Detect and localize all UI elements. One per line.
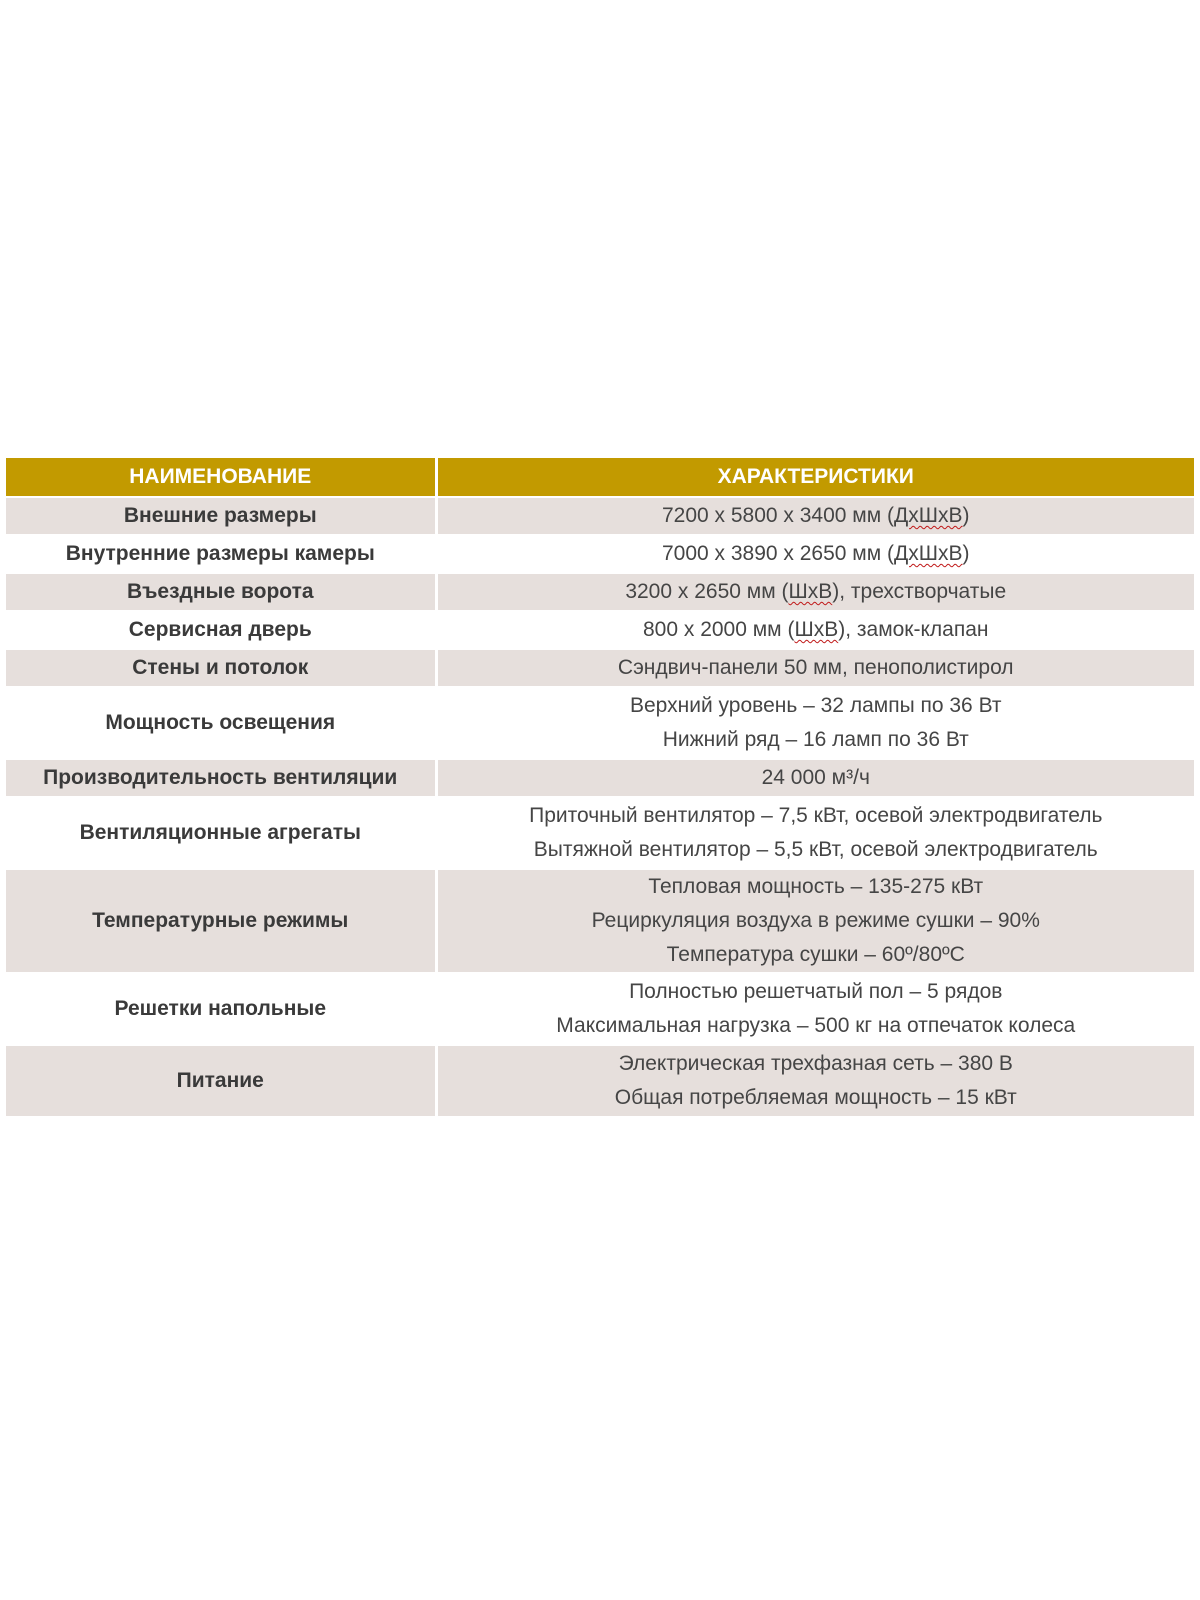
table-row: [6, 573, 1194, 611]
table-row: [6, 497, 1194, 535]
value-text: 24 000 м³/ч: [761, 766, 870, 789]
header-name: НАИМЕНОВАНИЕ: [6, 458, 436, 497]
value-text: 7000 х 3890 х 2650 мм (: [661, 542, 895, 565]
value-text: ), трехстворчатые: [832, 580, 1007, 603]
value-text-spellchecked: ДхШхВ: [894, 542, 963, 565]
value-line: Электрическая трехфазная сеть – 380 В: [618, 1052, 1013, 1075]
table-row: [6, 687, 1194, 759]
value-line: Общая потребляемая мощность – 15 кВт: [614, 1086, 1017, 1109]
value-line: Приточный вентилятор – 7,5 кВт, осевой электродвигатель: [529, 804, 1103, 827]
row-name: Внутренние размеры камеры: [6, 535, 436, 573]
row-value: [436, 759, 1194, 797]
row-name: Сервисная дверь: [6, 611, 436, 649]
row-name: Мощность освещения: [6, 687, 436, 759]
row-value: [436, 497, 1194, 535]
table-row: [6, 649, 1194, 687]
row-value: [436, 687, 1194, 759]
row-value: [436, 973, 1194, 1045]
row-name: Решетки напольные: [6, 973, 436, 1045]
value-text: ): [962, 504, 970, 527]
value-text: 7200 х 5800 х 3400 мм (: [661, 504, 895, 527]
row-name: Питание: [6, 1045, 436, 1117]
value-line: Нижний ряд – 16 ламп по 36 Вт: [662, 728, 969, 751]
value-text: 800 х 2000 мм (: [642, 618, 795, 641]
row-name: Вентиляционные агрегаты: [6, 797, 436, 869]
row-value: [436, 573, 1194, 611]
specifications-table: [6, 458, 1194, 1118]
row-value: [436, 869, 1194, 973]
row-name: Производительность вентиляции: [6, 759, 436, 797]
table-row: [6, 797, 1194, 869]
value-line: Вытяжной вентилятор – 5,5 кВт, осевой электродвигатель: [533, 838, 1098, 861]
row-name: Стены и потолок: [6, 649, 436, 687]
value-line: Полностью решетчатый пол – 5 рядов: [629, 980, 1003, 1003]
header-characteristics: ХАРАКТЕРИСТИКИ: [436, 458, 1194, 497]
value-line: Температура сушки – 60º/80ºС: [666, 943, 965, 966]
table-header: [6, 458, 1194, 497]
value-text: 3200 х 2650 мм (: [625, 580, 789, 603]
row-value: [436, 535, 1194, 573]
value-text-spellchecked: ДхШхВ: [894, 504, 963, 527]
row-value: [436, 1045, 1194, 1117]
value-line: Тепловая мощность – 135-275 кВт: [648, 875, 984, 898]
row-name: Внешние размеры: [6, 497, 436, 535]
value-text: Сэндвич-панели 50 мм, пенополистирол: [617, 656, 1014, 679]
value-line: Рециркуляция воздуха в режиме сушки – 90%: [591, 909, 1040, 932]
table-row: [6, 1045, 1194, 1117]
table-row: [6, 973, 1194, 1045]
table-row: [6, 611, 1194, 649]
row-value: [436, 611, 1194, 649]
value-text: ), замок-клапан: [838, 618, 989, 641]
value-line: Верхний уровень – 32 лампы по 36 Вт: [630, 694, 1002, 717]
row-name: Въездные ворота: [6, 573, 436, 611]
row-name: Температурные режимы: [6, 869, 436, 973]
table-row: [6, 759, 1194, 797]
value-text: ): [962, 542, 970, 565]
table-row: [6, 535, 1194, 573]
value-line: Максимальная нагрузка – 500 кг на отпечаток колеса: [556, 1014, 1076, 1037]
row-value: [436, 797, 1194, 869]
header-row: [6, 458, 1194, 497]
table-body: [6, 497, 1194, 1117]
table-row: [6, 869, 1194, 973]
value-text-spellchecked: ШхВ: [794, 618, 839, 641]
value-text-spellchecked: ШхВ: [788, 580, 833, 603]
row-value: [436, 649, 1194, 687]
